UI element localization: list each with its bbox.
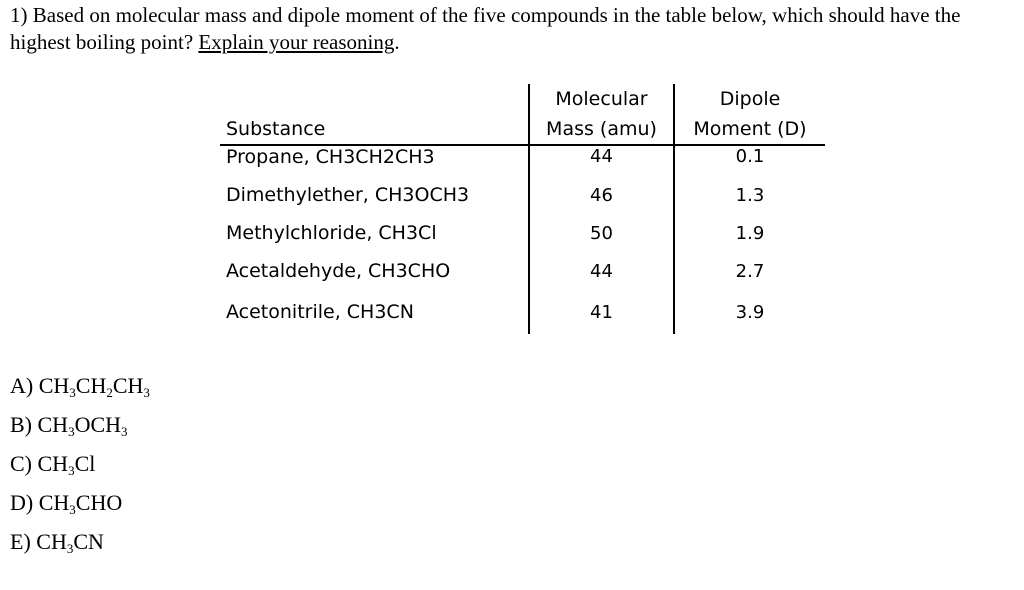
choice-letter: A) [10,373,34,398]
answer-choices [10,366,150,561]
choice-letter: E) [10,529,31,554]
cell-mass: 50 [529,214,674,252]
cell-dipole: 3.9 [674,290,825,334]
choice-d[interactable]: D) $CH_3CHO$ [10,490,123,517]
cell-substance: Propane, CH3CH2CH3 [226,146,435,168]
header-dipole-line2: Moment (D) [693,118,807,140]
cell-dipole: 2.7 [674,252,825,290]
header-dipole-moment [674,84,825,145]
question-text [10,2,1018,56]
choice-letter: C) [10,451,32,476]
header-mass-line2: Mass (amu) [546,118,657,140]
header-substance: Substance [220,84,529,145]
cell-mass: 41 [529,290,674,334]
choice-letter: B) [10,412,32,437]
cell-substance: Methylchloride, CH3Cl [226,222,437,244]
choice-e[interactable]: E) $CH_3CN$ [10,529,104,556]
table-header-row [220,84,825,145]
choice-letter: D) [10,490,34,515]
header-dipole-line1: Dipole [719,88,781,110]
cell-dipole: 1.9 [674,214,825,252]
header-molecular-mass [529,84,674,145]
table-row [220,252,825,290]
choice-a[interactable]: A) $CH_3CH_2CH_3$ [10,373,150,400]
cell-mass: 46 [529,176,674,214]
cell-mass: 44 [529,252,674,290]
compound-table [220,84,825,334]
table-row [220,214,825,252]
cell-substance: Dimethylether, CH3OCH3 [226,184,470,206]
table-row [220,290,825,334]
cell-substance: Acetonitrile, CH3CN [226,301,414,323]
header-mass-line1: Molecular [555,88,648,110]
question-end: . [394,30,400,54]
table-row [220,145,825,176]
choice-b[interactable]: B) $CH_3OCH_3$ [10,412,128,439]
question-prompt: 1) Based on molecular mass and dipole moment of the five compounds in the table below, which should have the highest boiling point? [10,3,961,54]
cell-substance: Acetaldehyde, CH3CHO [226,260,451,282]
cell-dipole: 1.3 [674,176,825,214]
cell-mass: 44 [529,145,674,176]
choice-c[interactable]: C) $CH_3Cl$ [10,451,96,478]
explain-reasoning-link[interactable]: Explain your reasoning [198,30,395,54]
cell-dipole: 0.1 [674,145,825,176]
table-row [220,176,825,214]
